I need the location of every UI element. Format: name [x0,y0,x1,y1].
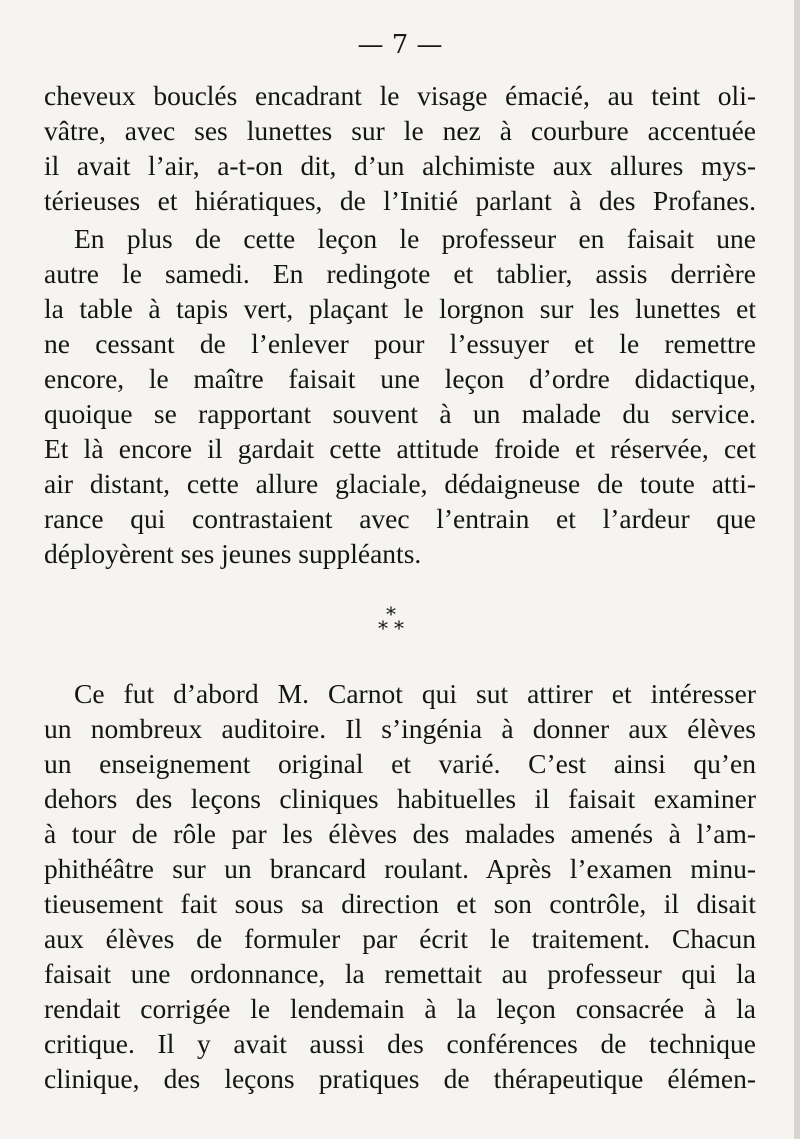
text-line: aux élèves de formuler par écrit le traitement. Chacun [44,923,756,954]
asterism [372,604,412,644]
text-line: quoique se rapportant souvent à un malade du service. [44,398,756,429]
text-line: dehors des leçons cliniques habituelles il faisait examiner [44,783,756,814]
text-line: tieusement fait sous sa direction et son contrôle, il disait [44,888,756,919]
text-line: phithéâtre sur un brancard roulant. Après l’examen minu- [44,853,756,884]
text-line: à tour de rôle par les élèves des malades amenés à l’am- [44,818,756,849]
text-line: Ce fut d’abord M. Carnot qui sut attirer et intéresser [74,678,756,709]
text-line: rance qui contrastaient avec l’entrain et l’ardeur que [44,503,756,534]
text-line: un enseignement original et varié. C’est ainsi qu’en [44,748,756,779]
text-line: vâtre, avec ses lunettes sur le nez à courbure accentuée [44,115,756,146]
text-line: critique. Il y avait aussi des conférences de technique [44,1028,756,1059]
text-line: encore, le maître faisait une leçon d’ordre didactique, [44,363,756,394]
text-line: clinique, des leçons pratiques de thérapeutique élémen- [44,1063,756,1094]
text-line: ne cessant de l’enlever pour l’essuyer et le remettre [44,328,756,359]
text-line: faisait une ordonnance, la remettait au professeur qui la [44,958,756,989]
asterism-star: * [378,616,388,640]
text-line: autre le samedi. En redingote et tablier, assis derrière [44,258,756,289]
text-line: térieuses et hiératiques, de l’Initié parlant à des Profanes. [44,185,756,216]
text-line: En plus de cette leçon le professeur en faisait une [74,223,756,254]
asterism-star: * [386,602,396,626]
text-line: la table à tapis vert, plaçant le lorgnon sur les lunettes et [44,293,756,324]
text-line: Et là encore il gardait cette attitude froide et réservée, cet [44,433,756,464]
asterism-star: * [394,616,404,640]
text-line: déployèrent ses jeunes suppléants. [44,538,422,569]
text-line: un nombreux auditoire. Il s’ingénia à donner aux élèves [44,713,756,744]
page-number: — 7 — [357,30,443,60]
text-line: rendait corrigée le lendemain à la leçon consacrée à la [44,993,756,1024]
text-line: il avait l’air, a-t-on dit, d’un alchimiste aux allures mys- [44,150,756,181]
text-line: air distant, cette allure glaciale, dédaigneuse de toute atti- [44,468,756,499]
text-line: cheveux bouclés encadrant le visage émacié, au teint oli- [44,80,756,111]
